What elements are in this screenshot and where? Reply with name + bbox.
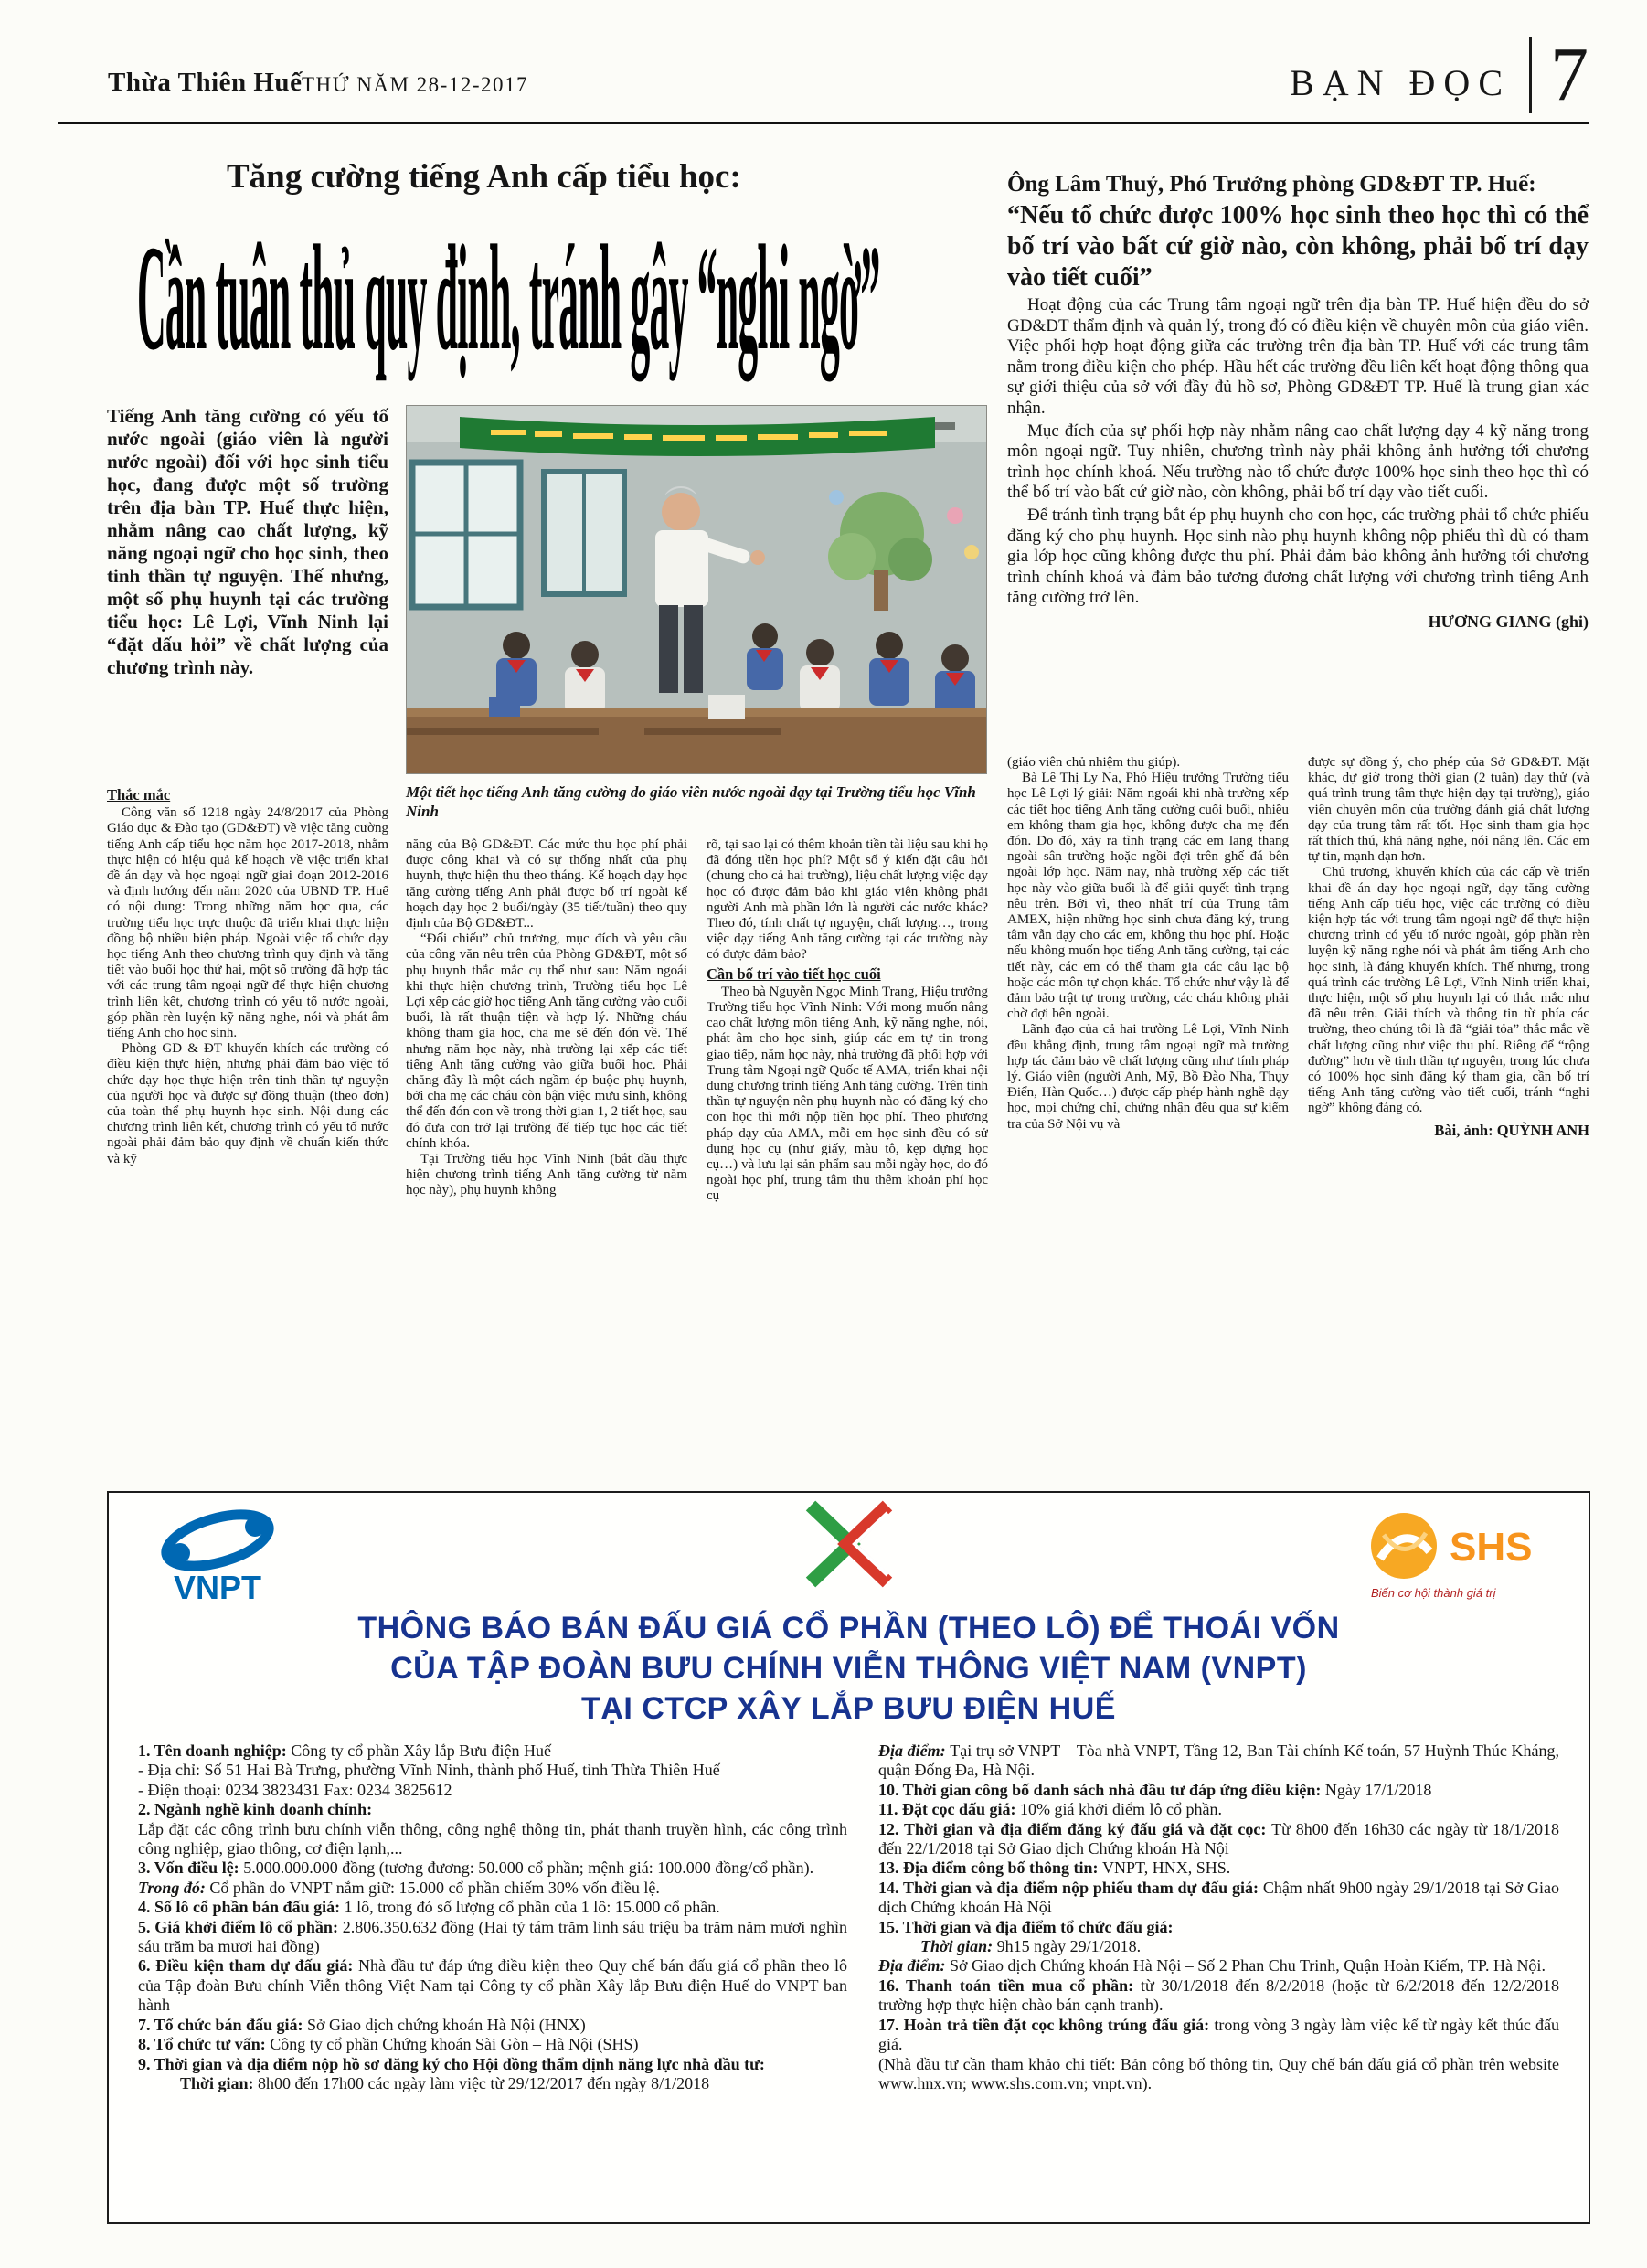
- ad-item: 8. Tổ chức tư vấn: Công ty cổ phần Chứng khoán Sài Gòn – Hà Nội (SHS): [138, 2035, 639, 2054]
- ad-title-line-2: CỦA TẬP ĐOÀN BƯU CHÍNH VIỄN THÔNG VIỆT NAM (VNPT): [390, 1651, 1307, 1686]
- body-paragraph: Lãnh đạo của cả hai trường Lê Lợi, Vĩnh Ninh đều khẳng định, trung tâm ngoại ngữ mà trường hợp tác đảm bảo về chất lượng cũng như tính pháp lý. Giáo viên (người Anh, Mỹ, Bồ Đào Nha, Thụy Điển, Hàn Quốc…) được cấp phép hành nghề dạy học, mọi chứng chỉ, chứng nhận đều qua sự kiểm tra của Sở Nội vụ và: [1007, 1022, 1289, 1132]
- body-column-4: [1007, 755, 1289, 1472]
- ad-item: 15. Thời gian và địa điểm tổ chức đấu giá:: [878, 1917, 1174, 1936]
- ad-item: 4. Số lô cổ phần bán đấu giá: 1 lô, trong đó số lượng cổ phần của 1 lô: 15.000 cổ phần.: [138, 1898, 720, 1917]
- ad-item: 3. Vốn điều lệ: 5.000.000.000 đồng (tương đương: 50.000 cổ phần; mệnh giá: 100.000 đồng/cổ phần).: [138, 1858, 814, 1878]
- quote-body: [1007, 295, 1589, 609]
- shs-logo-icon: [1365, 1507, 1557, 1603]
- body-paragraph: Phòng GD & ĐT khuyến khích các trường có điều kiện thực hiện, nhưng phải đảm bảo việc tổ chức dạy học thực hiện trên tinh thần tự nguyện của người học và được sự đồng thuận (theo đơn) của toàn thể phụ huynh học sinh. Nội dung các chương trình liên kết, chương trình có yếu tố nước ngoài phải đảm bảo quy định về chuẩn kiến thức và kỹ: [107, 1041, 388, 1166]
- ad-item: 17. Hoàn trả tiền đặt cọc không trúng đấu giá: trong vòng 3 ngày làm việc kể từ ngày kết thúc đấu giá.: [878, 2015, 1559, 2054]
- ad-item: Trong đó: Cổ phần do VNPT nắm giữ: 15.000 cổ phần chiếm 30% vốn điều lệ.: [138, 1878, 660, 1897]
- body-paragraph: rõ, tại sao lại có thêm khoản tiền tài liệu sau khi họ đã đóng tiền học phí? Một số ý kiến đặt câu hỏi (chung cho cả hai trường), liệu chất lượng việc dạy học có được đảm bảo khi giáo viên không phải người Anh mà phần lớn là người các nước khác? Theo đó, tính chất tự nguyện, chất lượng…, trong việc dạy tiếng Anh tăng cường tại các trường này có được đảm bảo?: [707, 837, 988, 963]
- company-emblem: [794, 1500, 904, 1596]
- ad-item: 5. Giá khởi điểm lô cổ phần: 2.806.350.632 đồng (Hai tỷ tám trăm linh sáu triệu ba trăm năm mươi nghìn sáu trăm ba mươi hai đồng): [138, 1917, 847, 1956]
- quote-byline: HƯƠNG GIANG (ghi): [1428, 612, 1589, 631]
- ad-item: 13. Địa điểm công bố thông tin: VNPT, HNX, SHS.: [878, 1858, 1231, 1878]
- ad-column-left: [138, 1741, 847, 2209]
- ad-body: [138, 1741, 1559, 2209]
- article-byline: Bài, ảnh: QUỲNH ANH: [1434, 1121, 1589, 1139]
- ad-item: 10. Thời gian công bố danh sách nhà đầu tư đáp ứng điều kiện: Ngày 17/1/2018: [878, 1780, 1432, 1799]
- body-column-3: [707, 837, 988, 1472]
- advertisement: [107, 1491, 1590, 2224]
- ad-item: 11. Đặt cọc đấu giá: 10% giá khởi điểm lô cổ phần.: [878, 1800, 1222, 1819]
- ad-title: [109, 1608, 1589, 1729]
- vnpt-logo-icon: [140, 1502, 295, 1608]
- ad-title-line-3: TẠI CTCP XÂY LẮP BƯU ĐIỆN HUẾ: [581, 1691, 1116, 1726]
- body-paragraph: năng của Bộ GD&ĐT. Các mức thu học phí phải được công khai và có sự thống nhất của phụ huynh, thực hiện thu theo tháng. Kế hoạch dạy học tăng cường tiếng Anh phải được bố trí ngoài kế hoạch dạy học 2 buổi/ngày (35 tiết/tuần) theo quy định của Bộ GD&ĐT...: [406, 837, 687, 932]
- page-header-right: [1290, 32, 1589, 117]
- ad-item: Thời gian: 8h00 đến 17h00 các ngày làm việc từ 29/12/2017 đến ngày 8/1/2018: [180, 2073, 710, 2092]
- company-emblem-icon: [794, 1500, 904, 1592]
- shs-wordmark: SHS: [1450, 1525, 1533, 1570]
- vnpt-logo: [140, 1502, 295, 1613]
- body-paragraph: Theo bà Nguyễn Ngọc Minh Trang, Hiệu trưởng Trường tiểu học Vĩnh Ninh: Với mong muốn nâng cao chất lượng môn tiếng Anh, kỹ năng nghe, nói, phát âm cho học sinh, giúp các em tự tin trong giao tiếp, năm học này, nhà trường đã phối hợp với Trung tâm Ngoại ngữ Quốc tế AMA, triển khai nội dung chương trình tiếng Anh tăng cường. Trên tinh thần tự nguyện nên phụ huynh nào có đăng ký cho con học thì mới nộp tiền học phí. Theo phương pháp dạy của AMA, mỗi em học sinh đều có sử dụng học cụ (như giấy, màu tô, kẹp đựng học cụ…) và lưu lại sản phẩm sau mỗi ngày học, do đó ngoài học phí, trung tâm thu thêm khoản phí học cụ: [707, 984, 988, 1204]
- quote-paragraph: Hoạt động của các Trung tâm ngoại ngữ trên địa bàn TP. Huế hiện đều do sở GD&ĐT thẩm định và quản lý, trong đó có điều kiện về chuyên môn của giáo viên. Việc phối hợp hoạt động giữa các trường trên địa bàn TP. Huế với các trung tâm nằm trong điều kiện cho phép. Hầu hết các trường đều liên kết hoạt động thông qua sự giới thiệu của sở với đầy đủ hồ sơ, Phòng GD&ĐT TP. Huế là trung gian xác nhận.: [1007, 295, 1589, 418]
- body-paragraph: Chủ trương, khuyến khích của các cấp về triển khai đề án dạy học ngoại ngữ, dạy tăng cường tiếng Anh cấp tiểu học, việc các trường có điều kiện hợp tác với trung tâm ngoại ngữ để thực hiện chương trình có yếu tố nước ngoài, góp phần rèn luyện kỹ năng nghe nói và phát âm tiếng Anh cho học sinh, là đáng khuyến khích. Thế nhưng, trong quá trình các trường Lê Lợi, Vĩnh Ninh triển khai, thực hiện, một số phụ huynh lại có thắc mắc như đã nêu trên. Giải thích và thông tin từ phía các trường, theo chúng tôi là đã “giải tỏa” thắc mắc về chất lượng cũng như việc thu phí. Riêng để “rộng đường” hơn về tinh thần tự nguyện, trong lúc chưa có 100% học sinh đăng ký tham gia, cần bố trí tiếng Anh tăng cường vào tiết cuối, tránh “nghi ngờ” không đáng có.: [1308, 865, 1589, 1116]
- headline-wrap: [137, 212, 1015, 386]
- ad-item: 1. Tên doanh nghiệp: Công ty cổ phần Xây lắp Bưu điện Huế: [138, 1741, 551, 1760]
- ad-footer-note: (Nhà đầu tư cần tham khảo chi tiết: Bản công bố thông tin, Quy chế bán đấu giá cổ phần trên website www.hnx.vn; www.shs.com.vn; vnpt.vn).: [878, 2054, 1559, 2092]
- column-subhead: Thắc mắc: [107, 786, 171, 804]
- ad-item: 2. Ngành nghề kinh doanh chính:: [138, 1800, 373, 1819]
- photo-caption: Một tiết học tiếng Anh tăng cường do giáo viên nước ngoài dạy tại Trường tiểu học Vĩnh Ninh: [406, 783, 976, 820]
- ad-item: Địa điểm: Tại trụ sở VNPT – Tòa nhà VNPT, Tầng 12, Ban Tài chính Kế toán, 57 Huỳnh Thúc Kháng, quận Đống Đa, Hà Nội.: [878, 1741, 1559, 1780]
- ad-item: 9. Thời gian và địa điểm nộp hồ sơ đăng ký cho Hội đồng thẩm định năng lực nhà đầu tư:: [138, 2054, 765, 2073]
- quote-text: “Nếu tổ chức được 100% học sinh theo học thì có thể bố trí vào bất cứ giờ nào, còn không, phải bố trí dạy vào tiết cuối”: [1007, 201, 1589, 292]
- ad-item: - Địa chỉ: Số 51 Hai Bà Trưng, phường Vĩnh Ninh, thành phố Huế, tỉnh Thừa Thiên Huế: [138, 1761, 720, 1780]
- shs-tagline: Biến cơ hội thành giá trị: [1371, 1586, 1496, 1600]
- body-column-1: [107, 784, 388, 1472]
- section-title: BẠN ĐỌC: [1290, 61, 1511, 103]
- body-column-5: [1308, 755, 1589, 1472]
- issue-date: THỨ NĂM 28-12-2017: [302, 73, 528, 96]
- ad-item: - Điện thoại: 0234 3823431 Fax: 0234 3825612: [138, 1780, 452, 1799]
- body-column-2: [406, 837, 687, 1472]
- ad-title-line-1: THÔNG BÁO BÁN ĐẤU GIÁ CỔ PHẦN (THEO LÔ) ĐỂ THOÁI VỐN: [357, 1611, 1340, 1645]
- article-photo: [406, 405, 987, 774]
- ad-item: 6. Điều kiện tham dự đấu giá: Nhà đầu tư đáp ứng điều kiện theo Quy chế bán đấu giá cổ phần theo lô của Tập đoàn Bưu chính Viễn thông Việt Nam tại Công ty cổ phần Xây lắp Bưu điện Huế do VNPT ban hành: [138, 1956, 847, 2015]
- body-paragraph: “Đối chiếu” chủ trương, mục đích và yêu cầu của công văn nêu trên của Phòng GD&ĐT, một số phụ huynh thắc mắc cụ thể như sau: Năm ngoái khi thực hiện chương trình, Trường tiểu học Lê Lợi xếp các giờ học tiếng Anh tăng cường vào cuối buổi, là rất thuận tiện và hợp lý. Những cháu không tham gia học, cha mẹ sẽ đến đón về. Thế nhưng năm học này, nhà trường lại xếp các tiết tiếng Anh tăng cường vào giữa buổi học. Phải chăng đây là một cách ngầm ép buộc phụ huynh, bởi cha mẹ các cháu còn bận việc mưu sinh, không thể đến đón con về trong thời gian 1, 2 tiết học, sau đó đưa con trở lại trường để tiếp tục học các tiết chính khóa.: [406, 932, 687, 1151]
- body-paragraph: Bà Lê Thị Ly Na, Phó Hiệu trưởng Trường tiểu học Lê Lợi lý giải: Năm ngoái khi nhà trường xếp các tiết học tiếng Anh tăng cường cuối buổi, nhiều em không tham gia học, không được cha mẹ đến đón. Do đó, xảy ra tình trạng các em lang thang ngoài sân trường hoặc ngồi đợi trên ghế đá bên ngoài lớp học. Năm nay, nhà trường xếp các tiết học này vào giữa buổi là để giải quyết tình trạng nêu trên. Bởi vì, theo nhất trí của Trung tâm AMEX, hiện những học sinh chưa đăng ký, trung tâm vẫn dạy cho các em, không thu học phí. Hoặc nếu không muốn học tiếng Anh tăng cường, tại các tiết này, các em có thể tham gia các câu lạc bộ hoặc các môn tự chọn khác. Tổ chức như vậy là để đảm bảo trật tự trong trường, các cháu không phải chờ đợi bên ngoài.: [1007, 771, 1289, 1022]
- article-headline: Cần tuân thủ quy định, tránh gây “nghi ngờ”: [137, 215, 880, 383]
- quote-paragraph: Để tránh tình trạng bắt ép phụ huynh cho con học, các trường phải tổ chức phiếu đăng ký cho phụ huynh. Học sinh nào phụ huynh không nộp phiếu thì dù có tham gia lớp học cũng không được thu phí. Phải đảm bảo không ảnh hưởng tới chương trình chính khoá và đảm bảo tương đương chất lượng với chương trình tiếng Anh tăng cường trở lên.: [1007, 505, 1589, 608]
- ad-column-right: [878, 1741, 1559, 2209]
- ad-item: Thời gian: 9h15 ngày 29/1/2018.: [920, 1937, 1142, 1956]
- page-number: 7: [1550, 32, 1589, 117]
- shs-logo: [1365, 1507, 1557, 1607]
- quote-box: [1007, 170, 1589, 746]
- paper-name: Thừa Thiên Huế: [108, 68, 303, 97]
- ad-item: 16. Thanh toán tiền mua cổ phần: từ 30/1/2018 đến 8/2/2018 (hoặc từ 6/2/2018 đến 12/2/2018 trường hợp thực hiện chào bán cạnh tranh).: [878, 1975, 1559, 2015]
- header-divider: [1529, 37, 1532, 113]
- article-lead: Tiếng Anh tăng cường có yếu tố nước ngoài (giáo viên là người nước ngoài) đối với học sinh tiểu học, đang được một số trường trên địa bàn TP. Huế thực hiện, nhằm nâng cao chất lượng, kỹ năng ngoại ngữ cho học sinh, theo tinh thần tự nguyện. Thế nhưng, một số phụ huynh tại các trường tiểu học: Lê Lợi, Vĩnh Ninh lại “đặt dấu hỏi” về chất lượng của chương trình này.: [107, 405, 388, 678]
- ad-column-right-items: [878, 1741, 1559, 2055]
- classroom-photo-illustration: [407, 406, 987, 774]
- quote-paragraph: Mục đích của sự phối hợp này nhằm nâng cao chất lượng dạy 4 kỹ năng trong môn ngoại ngữ. Tuy nhiên, chương trình này phải không ảnh hưởng tới chương trình học chính khoá. Nếu trường nào tổ chức được 100% học sinh theo học thì có thể bố trí vào bất cứ giờ nào, còn không, phải bố trí dạy vào tiết cuối.: [1007, 421, 1589, 503]
- quote-attribution: Ông Lâm Thuỷ, Phó Trưởng phòng GD&ĐT TP. Huế:: [1007, 172, 1536, 197]
- ad-item: Lắp đặt các công trình bưu chính viễn thông, công nghệ thông tin, phát thanh truyền hình, các công trình công nghiệp, giao thông, cơ điện lạnh,...: [138, 1819, 847, 1858]
- vnpt-wordmark: VNPT: [173, 1569, 262, 1606]
- article-kicker: Tăng cường tiếng Anh cấp tiểu học:: [227, 158, 741, 196]
- ad-item: Địa điểm: Sở Giao dịch Chứng khoán Hà Nội – Số 2 Phan Chu Trinh, Quận Hoàn Kiếm, TP. Hà Nội.: [878, 1956, 1546, 1975]
- body-paragraph: Tại Trường tiểu học Vĩnh Ninh (bắt đầu thực hiện chương trình tiếng Anh tăng cường từ năm học này), phụ huynh không: [406, 1152, 687, 1198]
- ad-item: 12. Thời gian và địa điểm đăng ký đấu giá và đặt cọc: Từ 8h00 đến 16h30 các ngày từ 18/1/2018 đến 22/1/2018 tại Sở Giao dịch Chứng khoán Hà Nội: [878, 1819, 1559, 1858]
- column-subhead: Cần bố trí vào tiết học cuối: [707, 964, 881, 983]
- header-rule: [58, 122, 1589, 124]
- body-paragraph: được sự đồng ý, cho phép của Sở GD&ĐT. Mặt khác, dự giờ trong thời gian (2 tuần) dạy thử (và quá trình trung tâm thực hiện dạy tại trường), giáo viên chuyên môn của trường đánh giá chất lượng dạy của trung tâm rất tốt. Học sinh tham gia học rất thích thú, khả năng nghe, nói nâng lên. Các em tự tin, mạnh dạn hơn.: [1308, 755, 1589, 865]
- body-paragraph: Công văn số 1218 ngày 24/8/2017 của Phòng Giáo dục & Đào tạo (GD&ĐT) về việc tăng cường tiếng Anh cấp tiểu học năm học 2017-2018, nhằm thực hiện có hiệu quả kế hoạch về việc triển khai đề án dạy và học ngoại ngữ giai đoạn 2012-2016 và định hướng đến năm 2020 của UBND TP. Huế có nội dung: Trong những năm học qua, các trường tiểu học trực thuộc đã triển khai thực hiện đồng bộ nhiều biện pháp. Ngoài việc tổ chức dạy học tiếng Anh theo chương trình quy định và tăng tiết vào buổi học thứ hai, một số trường đã hợp tác với các trung tâm ngoại ngữ để thực hiện chương trình liên kết, chương trình có yếu tố nước ngoài, góp phần rèn luyện kỹ năng nghe, nói và phát âm tiếng Anh cho học sinh.: [107, 805, 388, 1041]
- ad-item: 14. Thời gian và địa điểm nộp phiếu tham dự đấu giá: Chậm nhất 9h00 ngày 29/1/2018 tại Sở Giao dịch Chứng khoán Hà Nội: [878, 1878, 1559, 1917]
- body-paragraph: (giáo viên chủ nhiệm thu giúp).: [1007, 755, 1181, 770]
- ad-item: 7. Tổ chức bán đấu giá: Sở Giao dịch chứng khoán Hà Nội (HNX): [138, 2015, 586, 2034]
